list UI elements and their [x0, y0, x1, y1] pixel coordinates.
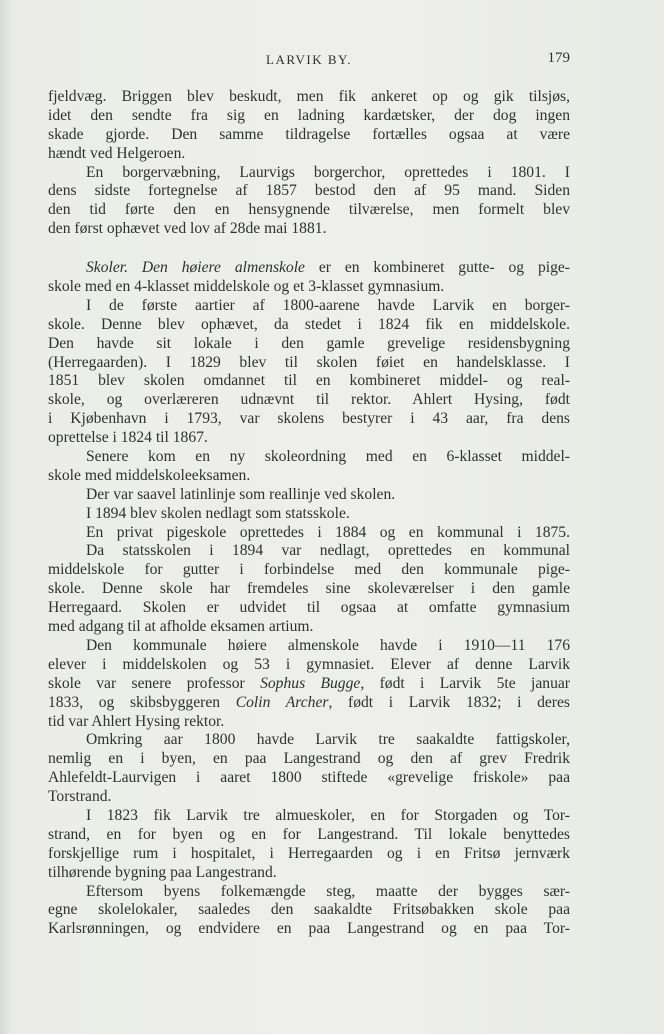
text-line — [48, 637, 570, 656]
text-line — [48, 618, 570, 637]
text-segment: I 1823 fik Larvik tre almueskoler, en for Storgaden og Tor- — [86, 806, 570, 824]
text-segment: Omkring aar 1800 havde Larvik tre saakaldte fattigskoler, — [86, 731, 570, 749]
italic-text: Den høiere almenskole — [141, 259, 305, 277]
text-segment: tilhørende bygning paa Langestrand. — [48, 863, 277, 881]
text-line — [48, 126, 570, 145]
text-segment: skole. Denne skole har fremdeles sine skoleværelser i den gamle — [48, 580, 570, 598]
text-segment: I 1894 blev skolen nedlagt som statsskole. — [86, 504, 350, 522]
text-line — [48, 769, 570, 788]
text-segment: I de første aartier af 1800-aarene havde Larvik en borger- — [86, 296, 570, 314]
text-segment: , født i Larvik 5te januar — [360, 674, 570, 692]
text-line — [48, 883, 570, 902]
text-segment: idet den sendte fra sig en ladning kardætsker, der dog ingen — [48, 106, 570, 124]
text-line — [48, 107, 570, 126]
text-line — [48, 145, 570, 164]
text-segment — [128, 259, 142, 276]
text-segment: skade gjorde. Den samme tildragelse fortælles ogsaa at være — [48, 125, 570, 143]
text-segment: skole, og overlæreren udnævnt til rektor. Ahlert Hysing, født — [48, 391, 570, 409]
text-line — [48, 372, 570, 391]
text-line — [48, 826, 570, 845]
text-line — [48, 278, 570, 297]
text-segment: den tid førte den en hensygnende tilværelse, men formelt blev — [48, 201, 570, 219]
text-segment: Den kommunale høiere almenskole havde i 1910—11 176 — [86, 636, 570, 654]
italic-text: Skoler. — [86, 259, 129, 277]
text-segment: nemlig en i byen, en paa Langestrand og den af grev Fredrik — [48, 750, 570, 768]
text-line — [48, 429, 570, 448]
text-segment: tid var Ahlert Hysing rektor. — [48, 712, 225, 730]
text-segment: skole var senere professor — [48, 674, 261, 692]
text-line — [48, 335, 570, 354]
text-segment: En borgervæbning, Laurvigs borgerchor, oprettedes i 1801. I — [86, 163, 570, 181]
text-segment: Da statsskolen i 1894 var nedlagt, oprettedes en kommunal — [86, 542, 570, 560]
text-line — [48, 410, 570, 429]
text-segment: hændt ved Helgeroen. — [48, 144, 186, 162]
text-segment: (Herregaarden). I 1829 blev til skolen føiet en handelsklasse. I — [48, 353, 570, 371]
text-line — [48, 656, 570, 675]
text-line — [48, 259, 570, 278]
page-header — [48, 50, 570, 72]
text-line — [48, 542, 570, 561]
text-line — [48, 220, 570, 239]
text-segment: strand, en for byen og en for Langestrand. Til lokale benyttedes — [48, 825, 570, 843]
text-line — [48, 88, 570, 107]
text-line — [48, 580, 570, 599]
text-segment: oprettelse i 1824 til 1867. — [48, 429, 208, 447]
text-line — [48, 845, 570, 864]
text-segment: med adgang til at afholde eksamen artium. — [48, 618, 314, 636]
text-line — [48, 354, 570, 373]
text-segment: Karlsrønningen, og endvidere en paa Langestrand og en paa Tor- — [48, 920, 570, 938]
text-line — [48, 807, 570, 826]
text-segment: Den havde sit lokale i den gamle grevelige residensbygning — [48, 334, 570, 352]
text-line — [48, 505, 570, 524]
text-line — [48, 561, 570, 580]
text-line — [48, 694, 570, 713]
text-line — [48, 316, 570, 335]
text-segment: Senere kom en ny skoleordning med en 6-klasset middel- — [86, 448, 570, 466]
text-line — [48, 297, 570, 316]
text-segment: forskjellige rum i hospitalet, i Herregaarden og i en Fritsø jernværk — [48, 844, 570, 862]
text-segment: skole. Denne blev ophævet, da stedet i 1824 fik en middelskole. — [48, 315, 570, 333]
text-line — [48, 901, 570, 920]
text-line — [48, 524, 570, 543]
text-segment: En privat pigeskole oprettedes i 1884 og en kommunal i 1875. — [86, 523, 570, 541]
page-gutter — [0, 0, 10, 1034]
text-line — [48, 713, 570, 732]
paragraph-gap — [48, 239, 570, 259]
page-number: 179 — [547, 50, 570, 66]
running-title: LARVIK BY. — [266, 52, 352, 67]
text-line — [48, 448, 570, 467]
text-line — [48, 201, 570, 220]
text-segment: i Kjøbenhavn i 1793, var skolens bestyrer i 43 aar, fra dens — [48, 410, 570, 428]
text-line — [48, 788, 570, 807]
text-line — [48, 391, 570, 410]
text-segment: er en kombineret gutte- og pige- — [304, 259, 570, 277]
text-line — [48, 750, 570, 769]
text-line — [48, 731, 570, 750]
text-segment: skole med middelskoleeksamen. — [48, 466, 251, 484]
text-line — [48, 486, 570, 505]
text-segment: Der var saavel latinlinje som reallinje ved skolen. — [86, 485, 396, 503]
text-segment: den først ophævet ved lov af 28de mai 1881. — [48, 220, 327, 238]
text-line — [48, 164, 570, 183]
text-segment: dens sidste fortegnelse af 1857 bestod den af 95 mand. Siden — [48, 182, 570, 200]
text-segment: middelskole for gutter i forbindelse med den kommunale pige- — [48, 561, 570, 579]
body-text — [48, 88, 570, 939]
text-segment: elever i middelskolen og 53 i gymnasiet. Elever af denne Larvik — [48, 655, 570, 673]
text-segment: egne skolelokaler, saaledes den saakaldte Fritsøbakken skole paa — [48, 901, 570, 919]
text-segment: skole med en 4-klasset middelskole og et 3-klasset gymnasium. — [48, 278, 445, 296]
text-line — [48, 920, 570, 939]
text-line — [48, 599, 570, 618]
text-line — [48, 467, 570, 486]
text-segment: fjeldvæg. Briggen blev beskudt, men fik ankeret op og gik tilsjøs, — [48, 88, 570, 105]
italic-text: Sophus Bugge — [260, 674, 361, 692]
text-segment: Herregaard. Skolen er udvidet til ogsaa at omfatte gymnasium — [48, 599, 570, 617]
text-segment: 1833, og skibsbyggeren — [48, 693, 236, 711]
text-segment: Ahlefeldt-Laurvigen i aaret 1800 stiftede «grevelige friskole» paa — [48, 769, 570, 787]
text-segment: Torstrand. — [48, 788, 112, 806]
text-segment: Eftersom byens folkemængde steg, maatte der bygges sær- — [86, 882, 570, 900]
text-line — [48, 864, 570, 883]
text-segment: , født i Larvik 1832; i deres — [328, 693, 570, 711]
text-segment: 1851 blev skolen omdannet til en kombineret middel- og real- — [48, 372, 570, 390]
text-line — [48, 182, 570, 201]
text-line — [48, 675, 570, 694]
italic-text: Colin Archer — [235, 693, 329, 711]
